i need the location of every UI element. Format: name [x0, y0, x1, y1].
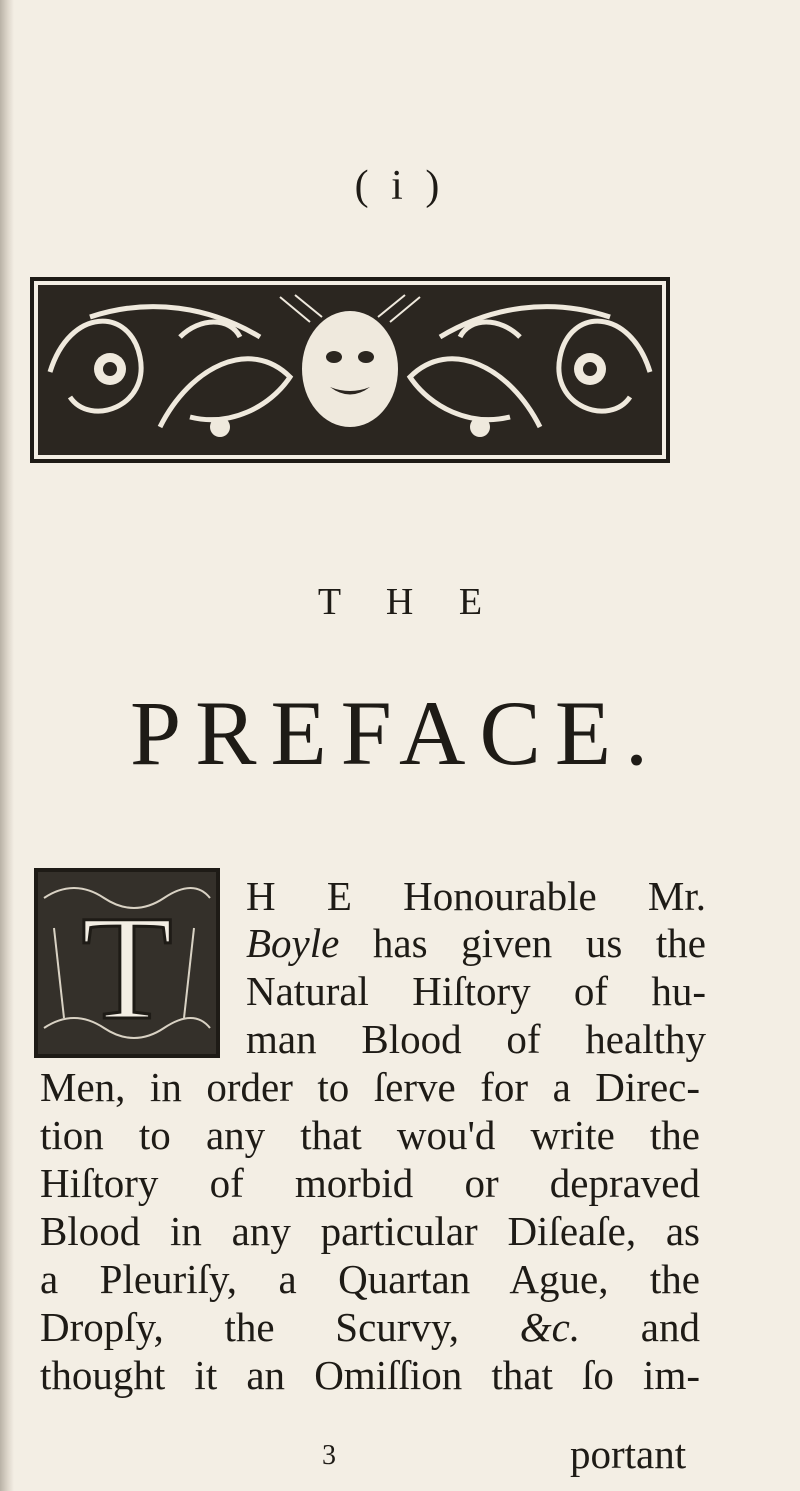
text-line-3: Natural Hiſtory of hu- — [246, 968, 706, 1014]
text-line-8: Blood in any particular Diſeaſe, as — [40, 1208, 700, 1254]
text-line-7: Hiſtory of morbid or depraved — [40, 1160, 700, 1206]
page-edge — [0, 0, 14, 1491]
text-line-9: a Pleuriſy, a Quartan Ague, the — [40, 1256, 700, 1302]
catchword: portant — [570, 1431, 687, 1477]
heading-the: T H E — [317, 581, 501, 623]
page-title: PREFACE. — [129, 682, 663, 784]
text-line-4: man Blood of healthy — [246, 1016, 706, 1062]
text-line-5: Men, in order to ſerve for a Direc- — [40, 1064, 700, 1110]
drop-cap-ornament — [34, 868, 220, 1058]
drop-cap-letter: T — [81, 885, 173, 1051]
page-footer — [0, 1430, 800, 1480]
signature-mark: 3 — [322, 1440, 336, 1471]
text-line-2: Boyle has given us the — [246, 920, 706, 966]
page-number: ( i ) — [354, 163, 446, 209]
text-line-6: tion to any that wou'd write the — [40, 1112, 700, 1158]
text-line-1: H E Honourable Mr. — [246, 873, 706, 919]
text-line-10: Dropſy, the Scurvy, &c. and — [40, 1304, 700, 1350]
headpiece-ornament — [30, 277, 670, 467]
text-line-11: thought it an Omiſſion that ſo im- — [40, 1352, 700, 1398]
